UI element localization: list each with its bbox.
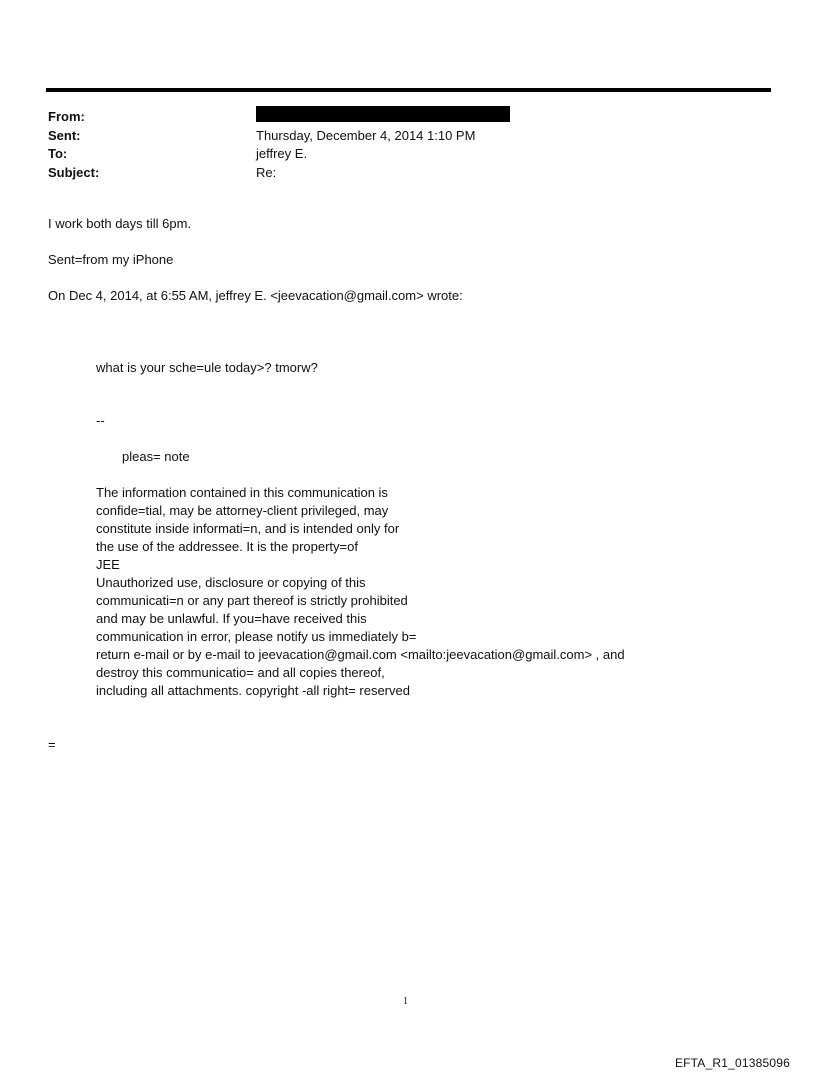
quote-intro: On Dec 4, 2014, at 6:55 AM, jeffrey E. <jeevacation@gmail.com> wrote:: [48, 288, 463, 303]
page-number: 1: [403, 996, 408, 1007]
disclaimer-line: The information contained in this communication is: [96, 485, 388, 500]
quoted-note: pleas= note: [122, 449, 190, 464]
quoted-question: what is your sche=ule today>? tmorw?: [96, 360, 318, 375]
disclaimer-line: constitute inside informati=n, and is intended only for: [96, 521, 400, 536]
message-signature: Sent=from my iPhone: [48, 252, 174, 267]
disclaimer-line: communication in error, please notify us immediately b=: [96, 629, 417, 644]
disclaimer-line: Unauthorized use, disclosure or copying of this: [96, 575, 366, 590]
email-header: [48, 108, 510, 182]
disclaimer-line: the use of the addressee. It is the property=of: [96, 539, 358, 554]
subject-value: Re:: [256, 164, 277, 180]
disclaimer-line: including all attachments. copyright -all right= reserved: [96, 683, 410, 698]
disclaimer-line: communicati=n or any part thereof is strictly prohibited: [96, 593, 408, 608]
redaction-block: [256, 106, 510, 122]
sent-label: Sent:: [48, 127, 81, 143]
bates-number: EFTA_R1_01385096: [674, 1056, 790, 1070]
sent-row: [48, 127, 510, 146]
to-value: jeffrey E.: [256, 146, 308, 161]
from-row: [48, 108, 510, 127]
subject-row: [48, 164, 510, 183]
disclaimer-line: JEE: [96, 557, 120, 572]
disclaimer-block: [96, 484, 625, 700]
to-label: To:: [48, 146, 68, 161]
sent-value: Thursday, December 4, 2014 1:10 PM: [256, 127, 476, 143]
subject-label: Subject:: [48, 164, 100, 180]
message-line: I work both days till 6pm.: [48, 216, 192, 231]
header-rule: [46, 88, 771, 92]
from-label: From:: [48, 109, 85, 124]
disclaimer-line: return e-mail or by e-mail to jeevacation@gmail.com <mailto:jeevacation@gmail.com> , and: [96, 647, 625, 662]
quoted-separator: --: [96, 413, 105, 428]
disclaimer-line: and may be unlawful. If you=have received this: [96, 611, 367, 626]
to-row: [48, 145, 510, 164]
disclaimer-line: destroy this communicatio= and all copies thereof,: [96, 665, 385, 680]
disclaimer-line: confide=tial, may be attorney-client privileged, may: [96, 503, 389, 518]
from-value: [256, 108, 510, 127]
trailing-char: =: [48, 737, 56, 752]
